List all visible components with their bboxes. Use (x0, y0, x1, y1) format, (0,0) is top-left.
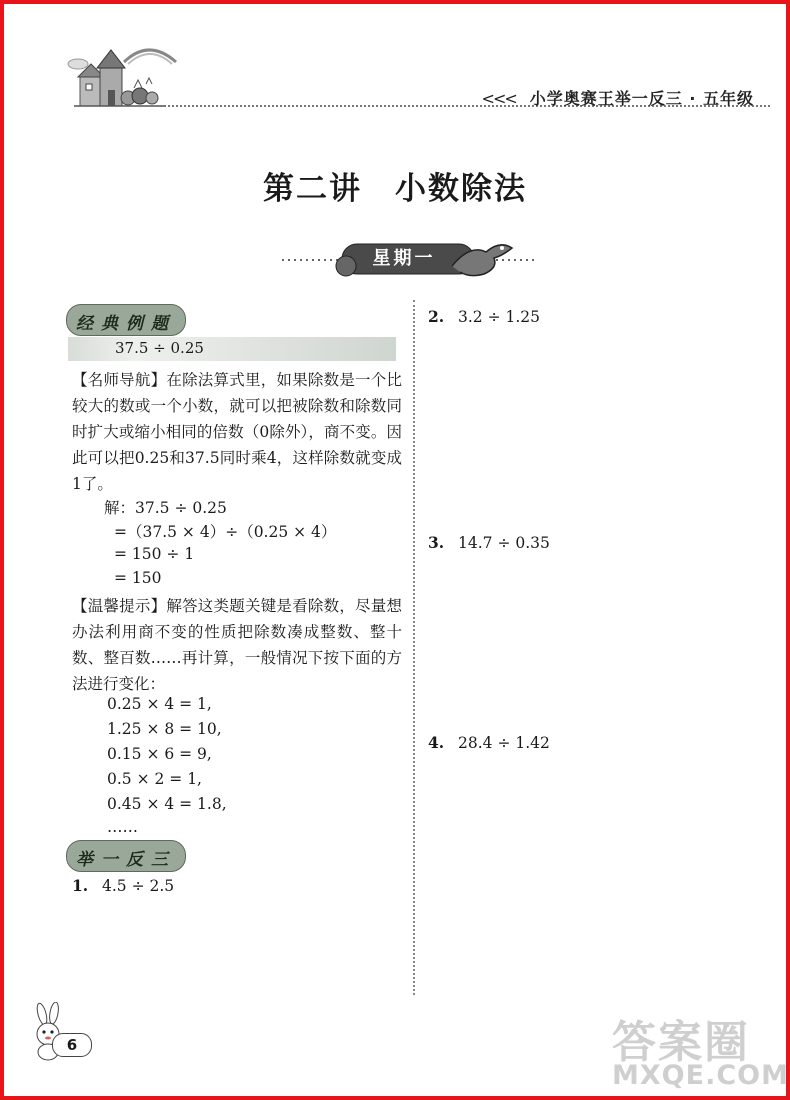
solution-line: = 150 ÷ 1 (114, 545, 195, 563)
problem-2 (428, 307, 540, 326)
transform-line: 0.25 × 4 = 1, (107, 695, 212, 713)
problem-number: 1. (72, 876, 89, 895)
problem-1 (72, 876, 174, 895)
problem-3 (428, 533, 550, 552)
transform-line: …… (107, 818, 138, 836)
problem-expression: 4.5 ÷ 2.5 (102, 877, 175, 895)
practice-label: 举一反三 (76, 850, 176, 870)
transform-line: 0.15 × 6 = 9, (107, 745, 212, 763)
solution-line: = 150 (114, 569, 162, 587)
page-number: 6 (52, 1033, 92, 1057)
series-title-text: 小学奥赛王举一反三 · 五年级 (529, 89, 754, 108)
lecture-title: 第二讲 小数除法 (263, 171, 527, 207)
classic-example-tag (66, 304, 186, 336)
example-problem: 37.5 ÷ 0.25 (115, 339, 204, 357)
problem-expression: 3.2 ÷ 1.25 (458, 308, 541, 326)
transform-line: 1.25 × 8 = 10, (107, 720, 222, 738)
house-icon (64, 40, 184, 112)
watermark-url: MXQE.COM (612, 1060, 789, 1091)
problem-expression: 28.4 ÷ 1.42 (458, 734, 550, 752)
transform-line: 0.5 × 2 = 1, (107, 770, 202, 788)
problem-number: 4. (428, 733, 445, 752)
day-label: 星期一 (372, 248, 436, 269)
practice-tag (66, 840, 186, 872)
problem-number: 3. (428, 533, 445, 552)
tip-paragraph: 【温馨提示】解答这类题关键是看除数，尽量想办法利用商不变的性质把除数凑成整数、整十数、整百数……再计算，一般情况下按下面的方法进行变化： (72, 597, 402, 693)
series-title (482, 86, 754, 109)
problem-4 (428, 733, 550, 752)
classic-example-label: 经典例题 (76, 314, 176, 334)
problem-expression: 14.7 ÷ 0.35 (458, 534, 550, 552)
column-divider (413, 300, 415, 995)
guide-paragraph: 【名师导航】在除法算式里，如果除数是一个比较大的数或一个小数，就可以把被除数和除数同时扩大或缩小相同的倍数（0除外），商不变。因此可以把0.25和37.5同时乘4，这样除数就变成1了。 (72, 371, 402, 493)
problem-number: 2. (428, 307, 445, 326)
transform-line: 0.45 × 4 = 1.8, (107, 795, 227, 813)
watermark-logo: 答案圈 (612, 1017, 750, 1068)
chevron-icon: <<< (481, 89, 516, 108)
solution-line: 解：37.5 ÷ 0.25 (104, 499, 227, 517)
solution-line: =（37.5 × 4）÷（0.25 × 4） (114, 523, 337, 541)
